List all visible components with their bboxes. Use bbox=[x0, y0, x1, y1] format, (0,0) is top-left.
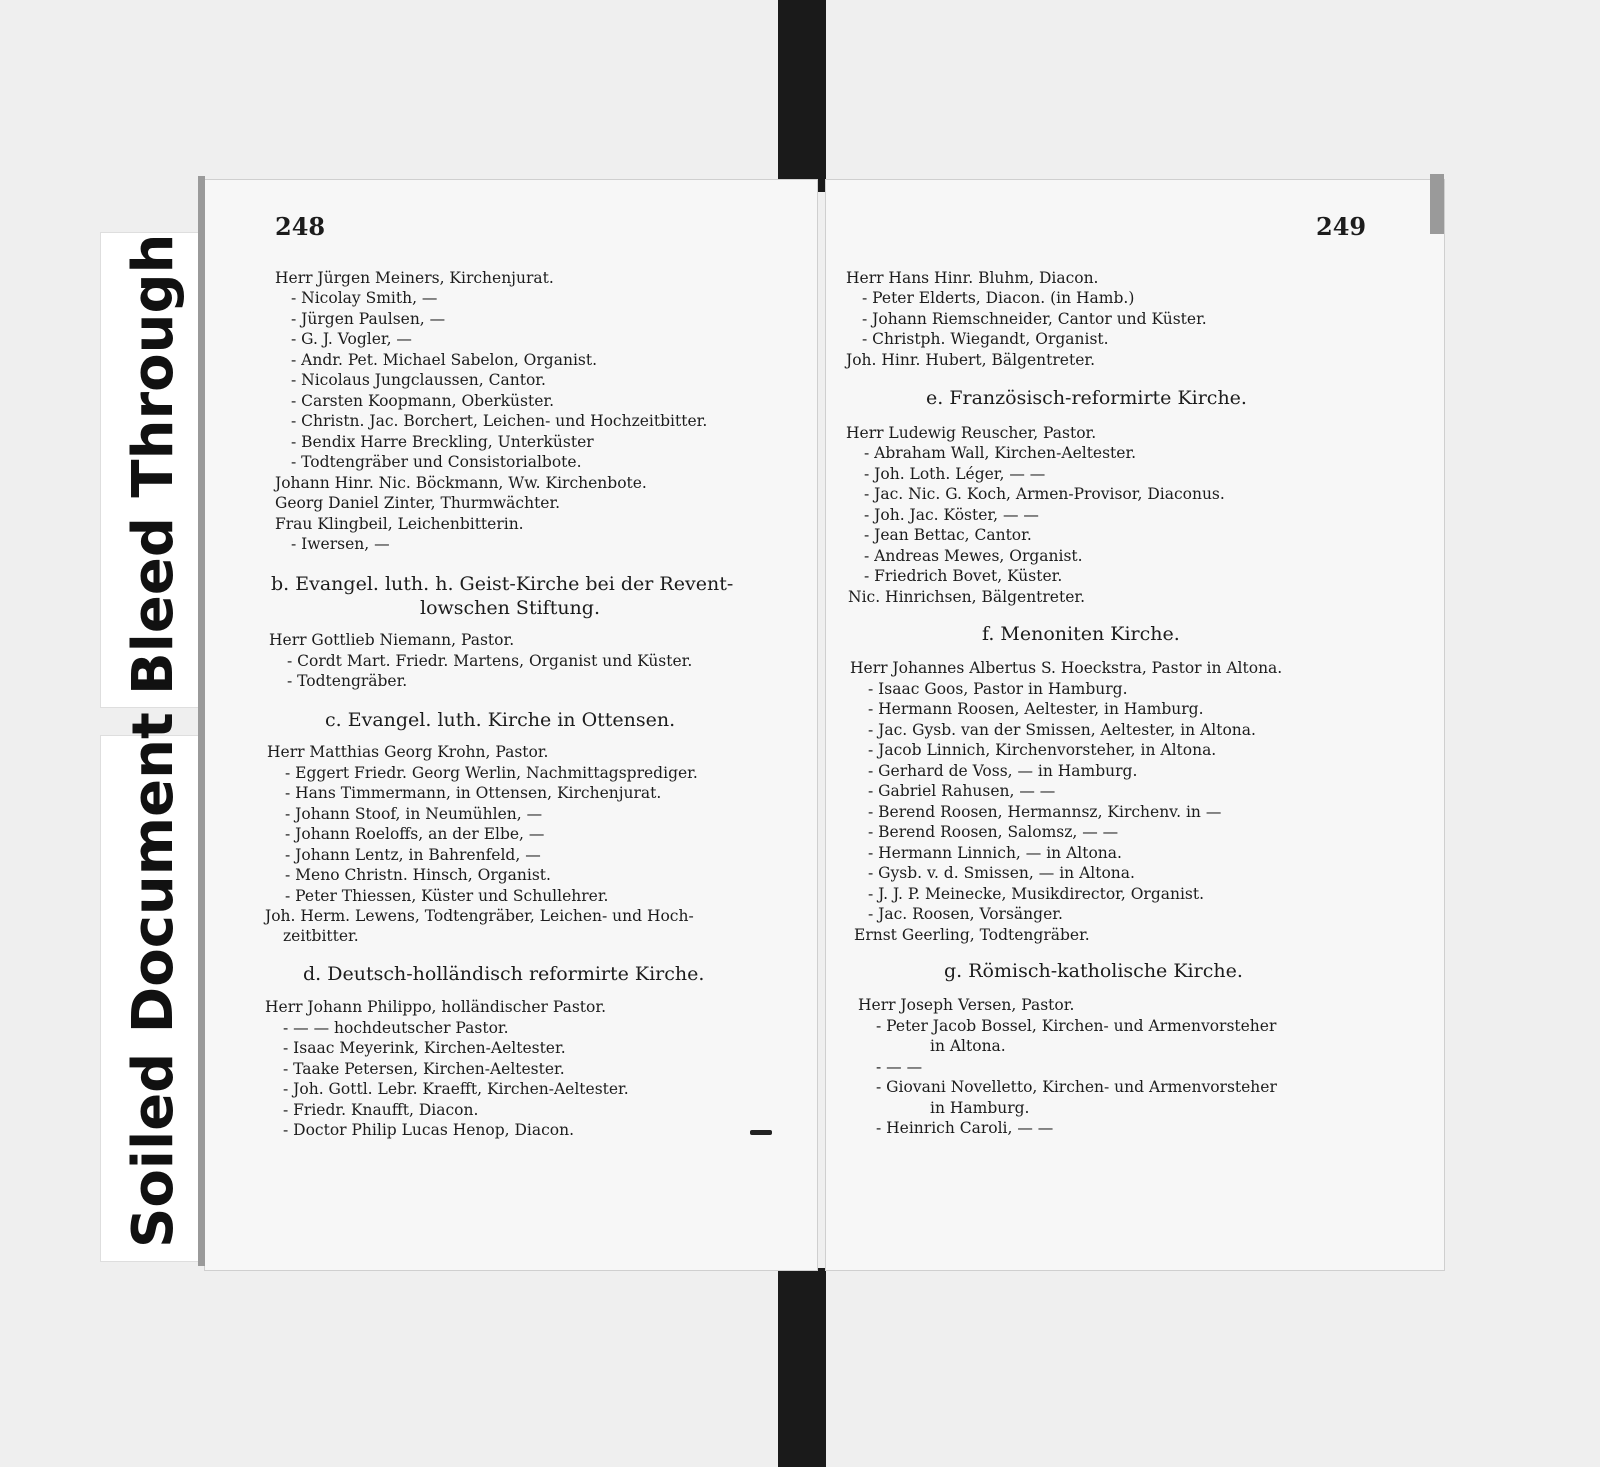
list-item: - Hermann Roosen, Aeltester, in Hamburg. bbox=[868, 700, 1204, 718]
list-item: - Johann Stoof, in Neumühlen, — bbox=[285, 805, 543, 823]
list-item: - Jac. Roosen, Vorsänger. bbox=[868, 905, 1063, 923]
list-item: - Nicolay Smith, — bbox=[291, 289, 438, 307]
list-item: Herr Gottlieb Niemann, Pastor. bbox=[269, 631, 515, 649]
list-item: Georg Daniel Zinter, Thurmwächter. bbox=[275, 494, 561, 512]
list-item: - Jean Bettac, Cantor. bbox=[864, 526, 1032, 544]
list-item: - Eggert Friedr. Georg Werlin, Nachmittagsprediger. bbox=[285, 764, 698, 782]
list-item: - — — hochdeutscher Pastor. bbox=[283, 1019, 509, 1037]
list-item: Ernst Geerling, Todtengräber. bbox=[854, 926, 1090, 944]
list-item: - Jacob Linnich, Kirchenvorsteher, in Altona. bbox=[868, 741, 1217, 759]
list-item: - Iwersen, — bbox=[291, 535, 390, 553]
list-item: - Todtengräber und Consistorialbote. bbox=[291, 453, 582, 471]
list-item: Herr Matthias Georg Krohn, Pastor. bbox=[267, 743, 549, 761]
list-item: - Friedrich Bovet, Küster. bbox=[864, 567, 1063, 585]
list-item: - Johann Riemschneider, Cantor und Küster. bbox=[862, 310, 1207, 328]
right-page bbox=[826, 180, 1444, 1270]
list-item: Herr Joseph Versen, Pastor. bbox=[858, 996, 1075, 1014]
section-heading-f: f. Menoniten Kirche. bbox=[982, 623, 1180, 645]
list-item: in Altona. bbox=[930, 1037, 1006, 1055]
section-heading-c: c. Evangel. luth. Kirche in Ottensen. bbox=[325, 709, 676, 731]
soiled-document-label: Soiled Document bbox=[100, 735, 206, 1262]
list-item: - Friedr. Knaufft, Diacon. bbox=[283, 1101, 479, 1119]
list-item: - Bendix Harre Breckling, Unterküster bbox=[291, 433, 594, 451]
list-item: - Heinrich Caroli, — — bbox=[876, 1119, 1054, 1137]
list-item: - Abraham Wall, Kirchen-Aeltester. bbox=[864, 444, 1137, 462]
list-item: - Isaac Goos, Pastor in Hamburg. bbox=[868, 680, 1128, 698]
list-item: - Nicolaus Jungclaussen, Cantor. bbox=[291, 371, 546, 389]
section-heading-b-cont: lowschen Stiftung. bbox=[420, 597, 600, 619]
book-spine-top bbox=[778, 0, 826, 192]
list-item: in Hamburg. bbox=[930, 1099, 1030, 1117]
list-item: - Berend Roosen, Hermannsz, Kirchenv. in — bbox=[868, 803, 1222, 821]
list-item: - Jac. Nic. G. Koch, Armen-Provisor, Diaconus. bbox=[864, 485, 1225, 503]
list-item: Frau Klingbeil, Leichenbitterin. bbox=[275, 515, 524, 533]
list-item: - Johann Roeloffs, an der Elbe, — bbox=[285, 825, 545, 843]
section-heading-g: g. Römisch-katholische Kirche. bbox=[944, 960, 1243, 982]
list-item: - Joh. Jac. Köster, — — bbox=[864, 506, 1039, 524]
bleed-through-label: Bleed Through bbox=[100, 232, 206, 708]
section-heading-b: b. Evangel. luth. h. Geist-Kirche bei der Revent- bbox=[271, 573, 734, 595]
list-item: - Gabriel Rahusen, — — bbox=[868, 782, 1056, 800]
list-item: - Andreas Mewes, Organist. bbox=[864, 547, 1083, 565]
list-item: - Peter Thiessen, Küster und Schullehrer. bbox=[285, 887, 609, 905]
list-item: - Hermann Linnich, — in Altona. bbox=[868, 844, 1122, 862]
list-item: - Todtengräber. bbox=[287, 672, 408, 690]
list-item: - Cordt Mart. Friedr. Martens, Organist und Küster. bbox=[287, 652, 693, 670]
list-item: Johann Hinr. Nic. Böckmann, Ww. Kirchenbote. bbox=[275, 474, 647, 492]
list-item: - Andr. Pet. Michael Sabelon, Organist. bbox=[291, 351, 598, 369]
ink-smudge bbox=[750, 1130, 772, 1135]
list-item: - Joh. Loth. Léger, — — bbox=[864, 465, 1046, 483]
list-item: - Gerhard de Voss, — in Hamburg. bbox=[868, 762, 1138, 780]
list-item: - Doctor Philip Lucas Henop, Diacon. bbox=[283, 1121, 575, 1139]
list-item: Herr Johannes Albertus S. Hoeckstra, Pastor in Altona. bbox=[850, 659, 1283, 677]
list-item: - G. J. Vogler, — bbox=[291, 330, 412, 348]
list-item: Herr Ludewig Reuscher, Pastor. bbox=[846, 424, 1097, 442]
list-item: Herr Hans Hinr. Bluhm, Diacon. bbox=[846, 269, 1099, 287]
list-item: - Johann Lentz, in Bahrenfeld, — bbox=[285, 846, 541, 864]
list-item: - Carsten Koopmann, Oberküster. bbox=[291, 392, 555, 410]
list-item: - Meno Christn. Hinsch, Organist. bbox=[285, 866, 551, 884]
list-item: - Gysb. v. d. Smissen, — in Altona. bbox=[868, 864, 1135, 882]
list-item: Herr Jürgen Meiners, Kirchenjurat. bbox=[275, 269, 554, 287]
list-item: Joh. Hinr. Hubert, Bälgentreter. bbox=[846, 351, 1095, 369]
list-item: - Peter Jacob Bossel, Kirchen- und Armenvorsteher bbox=[876, 1017, 1277, 1035]
book-spine-bottom bbox=[778, 1268, 826, 1467]
page-number-left: 248 bbox=[275, 212, 326, 241]
list-item: zeitbitter. bbox=[283, 927, 359, 945]
list-item: - Berend Roosen, Salomsz, — — bbox=[868, 823, 1119, 841]
list-item: - Christph. Wiegandt, Organist. bbox=[862, 330, 1109, 348]
list-item: - — — bbox=[876, 1058, 923, 1076]
page-number-right: 249 bbox=[1316, 212, 1367, 241]
list-item: Herr Johann Philippo, holländischer Pastor. bbox=[265, 998, 606, 1016]
list-item: - Isaac Meyerink, Kirchen-Aeltester. bbox=[283, 1039, 566, 1057]
list-item: - Giovani Novelletto, Kirchen- und Armenvorsteher bbox=[876, 1078, 1277, 1096]
list-item: - Joh. Gottl. Lebr. Kraefft, Kirchen-Aeltester. bbox=[283, 1080, 629, 1098]
left-page bbox=[205, 180, 817, 1270]
list-item: - Taake Petersen, Kirchen-Aeltester. bbox=[283, 1060, 565, 1078]
list-item: - Hans Timmermann, in Ottensen, Kirchenjurat. bbox=[285, 784, 662, 802]
list-item: - Jürgen Paulsen, — bbox=[291, 310, 446, 328]
list-item: Nic. Hinrichsen, Bälgentreter. bbox=[848, 588, 1086, 606]
section-heading-d: d. Deutsch-holländisch reformirte Kirche. bbox=[303, 963, 705, 985]
list-item: - Peter Elderts, Diacon. (in Hamb.) bbox=[862, 289, 1135, 307]
section-heading-e: e. Französisch-reformirte Kirche. bbox=[926, 387, 1247, 409]
list-item: - Jac. Gysb. van der Smissen, Aeltester, in Altona. bbox=[868, 721, 1256, 739]
list-item: - J. J. P. Meinecke, Musikdirector, Organist. bbox=[868, 885, 1205, 903]
list-item: - Christn. Jac. Borchert, Leichen- und Hochzeitbitter. bbox=[291, 412, 708, 430]
list-item: Joh. Herm. Lewens, Todtengräber, Leichen- und Hoch- bbox=[265, 907, 694, 925]
